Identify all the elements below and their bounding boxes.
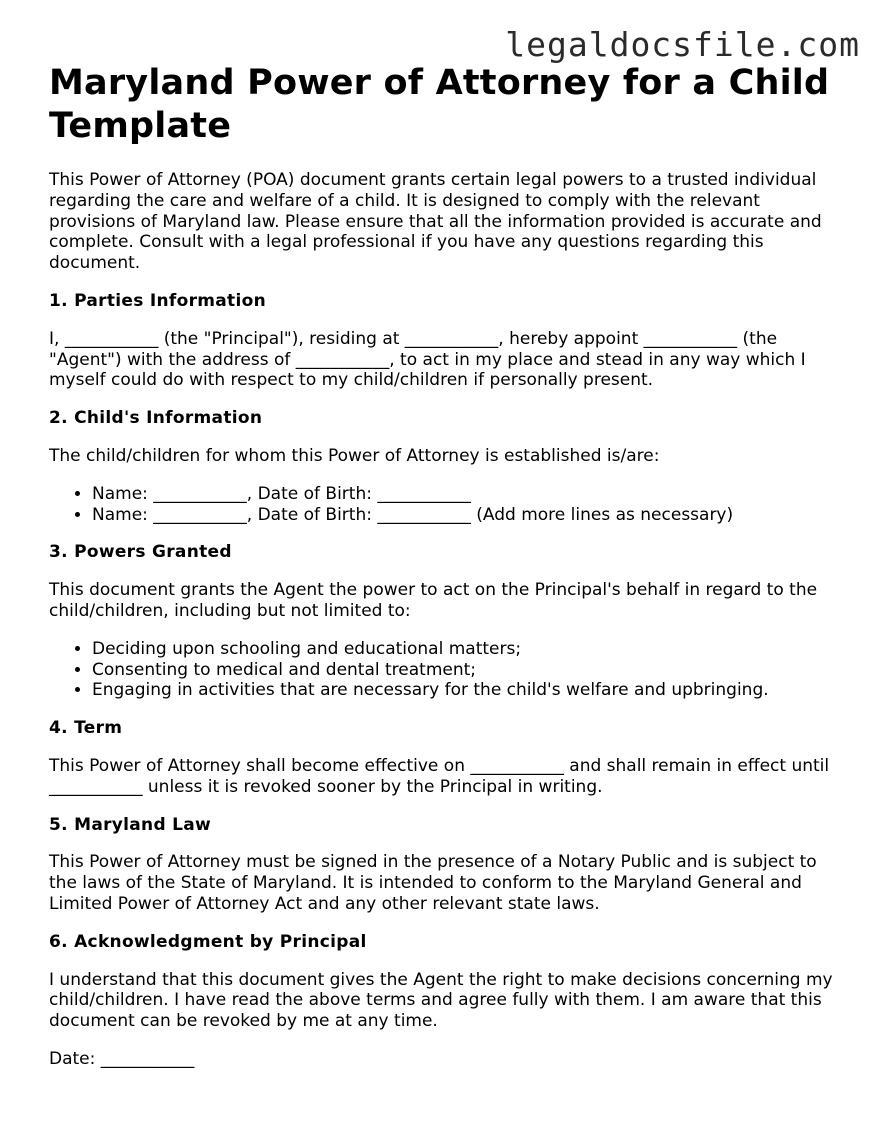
- section-heading: 1. Parties Information: [49, 290, 266, 311]
- section-text: The child/children for whom this Power of Attorney is established is/are:: [49, 445, 660, 466]
- watermark: legaldocsfile.com: [505, 25, 860, 64]
- section-parties: [49, 291, 849, 391]
- section-heading: 2. Child's Information: [49, 408, 263, 429]
- list-item: • Deciding upon schooling and educational matters;: [92, 639, 849, 660]
- list-item: • Name: ___________, Date of Birth: ___________: [92, 484, 849, 505]
- document-title: Maryland Power of Attorney for a Child Template: [49, 63, 830, 146]
- list-item: • Engaging in activities that are necessary for the child's welfare and upbringing.: [92, 680, 849, 701]
- section-heading: 6. Acknowledgment by Principal: [49, 931, 367, 952]
- document-page: [49, 62, 849, 1070]
- list-item: • Name: ___________, Date of Birth: ___________ (Add more lines as necessary): [92, 505, 849, 526]
- section-child: [49, 408, 849, 525]
- list-item: • Consenting to medical and dental treatment;: [92, 660, 849, 681]
- section-text: I understand that this document gives the Agent the right to make decisions concerning my child/children. I have read the above terms and agree fully with them. I am aware that this document can be revoked by me at any time.: [49, 969, 833, 1032]
- section-powers: [49, 542, 849, 701]
- section-law: [49, 815, 849, 915]
- section-heading: 4. Term: [49, 718, 123, 739]
- section-term: [49, 718, 849, 797]
- section-text: This document grants the Agent the power to act on the Principal's behalf in regard to the child/children, including but not limited to:: [49, 580, 818, 621]
- section-heading: 5. Maryland Law: [49, 814, 212, 835]
- powers-list: [49, 639, 849, 701]
- intro-paragraph: This Power of Attorney (POA) document grants certain legal powers to a trusted individual regarding the care and welfare of a child. It is designed to comply with the relevant provisions of Maryland law. Please ensure that all the information provided is accurate and complete. Consult with a legal professional if you have any questions regarding this document.: [49, 170, 822, 274]
- section-text: This Power of Attorney shall become effective on ___________ and shall remain in effect until ___________ unless it is revoked sooner by the Principal in writing.: [49, 755, 830, 797]
- child-list: [49, 484, 849, 526]
- section-heading: 3. Powers Granted: [49, 542, 232, 563]
- section-text: I, ___________ (the "Principal"), residing at ___________, hereby appoint ___________ (the "Agent") with the address of ___________, to act in my place and stead in any way which I myself could do with respect to my child/children if personally present.: [49, 328, 806, 391]
- section-text: This Power of Attorney must be signed in the presence of a Notary Public and is subject to the laws of the State of Maryland. It is intended to conform to the Maryland General and Limited Power of Attorney Act and any other relevant state laws.: [49, 852, 817, 914]
- date-line: Date: ___________: [49, 1048, 195, 1069]
- section-acknowledgment: [49, 932, 849, 1070]
